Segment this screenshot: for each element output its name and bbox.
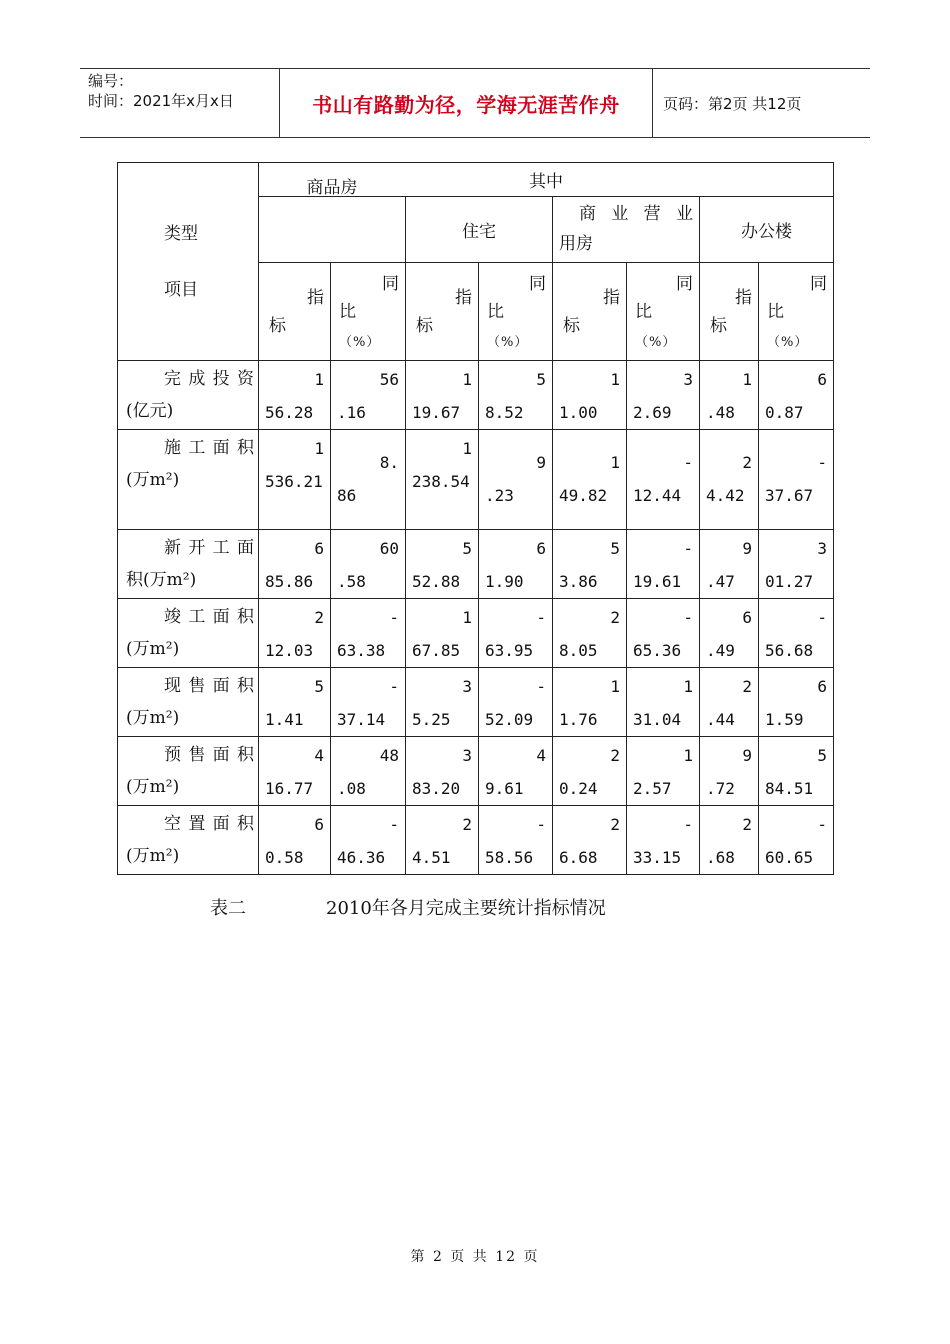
- metric-label-a: 施工面积: [164, 438, 254, 458]
- cell-part-a: 1: [462, 608, 472, 627]
- cell-part-a: 1: [610, 453, 620, 472]
- commodity-label: 商品房: [306, 178, 358, 198]
- cell-part-b: 2.57: [633, 779, 672, 798]
- cell-part-a: -: [536, 815, 546, 834]
- cell-part-b: 2.69: [633, 403, 672, 422]
- item-label: 项目: [164, 280, 198, 300]
- cell-part-b: 83.20: [412, 779, 461, 798]
- data-cell: [331, 361, 406, 430]
- data-cell: [259, 599, 331, 668]
- metric-label-b: (万m²): [126, 777, 180, 797]
- yoy-label-b: 比: [635, 302, 652, 322]
- data-cell: [759, 599, 834, 668]
- cell-part-a: 4: [536, 746, 546, 765]
- cell-part-b: 63.95: [485, 641, 534, 660]
- data-cell: [700, 430, 759, 530]
- cell-part-b: 5.25: [412, 710, 451, 729]
- metric-label: [118, 599, 259, 668]
- cell-part-a: 2: [462, 815, 472, 834]
- cell-part-b: 58.56: [485, 848, 534, 867]
- table-row: [118, 430, 834, 530]
- cell-part-a: 9: [742, 746, 752, 765]
- data-cell: [331, 599, 406, 668]
- data-cell: [259, 530, 331, 599]
- cell-part-a: 1: [462, 370, 472, 389]
- metric-label: [118, 430, 259, 530]
- metric-label: [118, 806, 259, 875]
- data-cell: [627, 430, 700, 530]
- cell-part-b: 1.00: [559, 403, 598, 422]
- type-label: 类型: [164, 224, 198, 244]
- data-cell: [700, 737, 759, 806]
- cell-part-b: 238.54: [412, 472, 470, 491]
- cell-part-b: 37.14: [337, 710, 386, 729]
- table-row: [118, 668, 834, 737]
- data-cell: [759, 668, 834, 737]
- cell-part-a: 1: [462, 439, 472, 458]
- yoy-label-c: （%）: [767, 335, 809, 350]
- cell-part-b: 19.61: [633, 572, 682, 591]
- cell-part-a: 1: [683, 746, 693, 765]
- data-cell: [406, 599, 479, 668]
- cell-part-b: 9.61: [485, 779, 524, 798]
- office-header: 办公楼: [700, 197, 834, 263]
- table-row: [118, 599, 834, 668]
- metric-label: [118, 530, 259, 599]
- cell-part-b: 4.51: [412, 848, 451, 867]
- data-cell: [259, 668, 331, 737]
- cell-part-a: 4: [314, 746, 324, 765]
- metric-label-b: (万m²): [126, 846, 180, 866]
- data-cell: [406, 530, 479, 599]
- cell-part-a: 1: [742, 370, 752, 389]
- cell-part-b: 01.27: [765, 572, 814, 591]
- cell-part-b: 49.82: [559, 486, 608, 505]
- metric-label: [118, 668, 259, 737]
- cell-part-a: 6: [742, 608, 752, 627]
- cell-part-b: 1.76: [559, 710, 598, 729]
- data-cell: [700, 361, 759, 430]
- metric-label-a: 预售面积: [164, 745, 254, 765]
- cell-part-b: .16: [337, 403, 366, 422]
- header-meta: [80, 69, 280, 137]
- cell-part-a: 1: [610, 677, 620, 696]
- cell-part-b: 86: [337, 486, 357, 505]
- metric-label-b: (万m²): [126, 639, 180, 659]
- data-cell: [479, 430, 553, 530]
- data-cell: [759, 530, 834, 599]
- data-cell: [759, 361, 834, 430]
- data-cell: [259, 361, 331, 430]
- cell-part-a: 5: [610, 539, 620, 558]
- cell-part-b: 37.67: [765, 486, 814, 505]
- cell-part-a: 3: [462, 746, 472, 765]
- cell-part-a: 6: [536, 539, 546, 558]
- yoy-label-c: （%）: [339, 335, 381, 350]
- data-cell: [627, 668, 700, 737]
- cell-part-b: 33.15: [633, 848, 682, 867]
- cell-part-a: 1: [314, 439, 324, 458]
- metric-label-a: 完成投资: [164, 369, 254, 389]
- index-label-a: 指: [307, 288, 324, 308]
- caption-label: 表二: [210, 898, 246, 919]
- yoy-label-a: 同: [382, 274, 399, 294]
- cell-part-a: -: [536, 608, 546, 627]
- metric-label-a: 新开工面: [164, 538, 254, 558]
- yoy-label-c: （%）: [487, 335, 529, 350]
- table-row: [118, 806, 834, 875]
- cell-part-a: 6: [817, 677, 827, 696]
- yoy-label-b: 比: [767, 302, 784, 322]
- cell-part-b: 85.86: [265, 572, 314, 591]
- index-label-b: 标: [710, 316, 727, 336]
- table-row: [118, 361, 834, 430]
- index-label-b: 标: [416, 316, 433, 336]
- commodity-header: [259, 178, 406, 263]
- cell-part-b: 63.38: [337, 641, 386, 660]
- index-subheader: [700, 263, 759, 361]
- data-cell: [627, 737, 700, 806]
- cell-part-a: 3: [462, 677, 472, 696]
- cell-part-a: 8.: [379, 453, 399, 472]
- cell-part-a: -: [817, 453, 827, 472]
- data-cell: [331, 530, 406, 599]
- cell-part-a: 2: [314, 608, 324, 627]
- data-cell: [479, 806, 553, 875]
- data-cell: [331, 668, 406, 737]
- data-cell: [553, 530, 627, 599]
- data-cell: [627, 530, 700, 599]
- index-label-a: 指: [455, 288, 472, 308]
- cell-part-b: 3.86: [559, 572, 598, 591]
- yoy-label-b: 比: [339, 302, 356, 322]
- cell-part-a: 6: [314, 815, 324, 834]
- data-cell: [479, 361, 553, 430]
- data-cell: [406, 430, 479, 530]
- cell-part-b: 1.90: [485, 572, 524, 591]
- cell-part-b: 8.52: [485, 403, 524, 422]
- data-cell: [759, 430, 834, 530]
- index-label-b: 标: [269, 316, 286, 336]
- cell-part-a: 1: [314, 370, 324, 389]
- cell-part-b: 56.28: [265, 403, 314, 422]
- data-cell: [627, 361, 700, 430]
- index-label-b: 标: [563, 316, 580, 336]
- cell-part-a: -: [389, 815, 399, 834]
- cell-part-b: 52.09: [485, 710, 534, 729]
- cell-part-a: -: [817, 608, 827, 627]
- data-cell: [553, 806, 627, 875]
- cell-part-a: -: [683, 453, 693, 472]
- cell-part-a: 6: [314, 539, 324, 558]
- cell-part-a: 2: [610, 815, 620, 834]
- cell-part-b: 0.58: [265, 848, 304, 867]
- residential-header: 住宅: [406, 197, 553, 263]
- yoy-subheader: [627, 263, 700, 361]
- data-cell: [700, 599, 759, 668]
- cell-part-a: 60: [379, 539, 399, 558]
- cell-part-a: 56: [379, 370, 399, 389]
- cell-part-a: 1: [610, 370, 620, 389]
- cell-part-b: 8.05: [559, 641, 598, 660]
- cell-part-b: .49: [706, 641, 735, 660]
- page-footer: 第 2 页 共 12 页: [410, 1249, 540, 1265]
- data-cell: [759, 806, 834, 875]
- commercial-label-a: 商 业 营 业: [579, 204, 693, 224]
- cell-part-a: 2: [610, 746, 620, 765]
- page-header: [80, 68, 870, 138]
- data-cell: [479, 737, 553, 806]
- cell-part-b: 6.68: [559, 848, 598, 867]
- index-subheader: [259, 263, 331, 361]
- table-row: [118, 530, 834, 599]
- cell-part-a: 5: [536, 370, 546, 389]
- yoy-label-a: 同: [810, 274, 827, 294]
- index-subheader: [406, 263, 479, 361]
- cell-part-a: 48: [379, 746, 399, 765]
- cell-part-a: 6: [817, 370, 827, 389]
- cell-part-b: 12.03: [265, 641, 314, 660]
- data-cell: [331, 806, 406, 875]
- qizhong-header: 其中: [259, 163, 834, 197]
- data-cell: [553, 599, 627, 668]
- cell-part-b: 16.77: [265, 779, 314, 798]
- cell-part-b: .47: [706, 572, 735, 591]
- cell-part-b: 31.04: [633, 710, 682, 729]
- yoy-label-a: 同: [529, 274, 546, 294]
- data-cell: [700, 530, 759, 599]
- data-cell: [759, 737, 834, 806]
- metric-label: [118, 361, 259, 430]
- cell-part-b: 67.85: [412, 641, 461, 660]
- cell-part-b: 65.36: [633, 641, 682, 660]
- data-cell: [406, 737, 479, 806]
- cell-part-a: 2: [742, 453, 752, 472]
- time-label: 时间：2021年x月x日: [88, 92, 234, 110]
- cell-part-a: -: [683, 608, 693, 627]
- cell-part-a: 5: [314, 677, 324, 696]
- metric-label-b: 积(万m²): [126, 570, 197, 590]
- metric-label-a: 现售面积: [164, 676, 254, 696]
- cell-part-a: 2: [742, 677, 752, 696]
- cell-part-b: .44: [706, 710, 735, 729]
- commercial-header: [553, 197, 700, 263]
- data-cell: [553, 668, 627, 737]
- header-slogan: 书山有路勤为径，学海无涯苦作舟: [280, 69, 653, 137]
- index-label-a: 指: [735, 288, 752, 308]
- cell-part-b: 0.87: [765, 403, 804, 422]
- cell-part-a: 9: [536, 453, 546, 472]
- data-cell: [259, 430, 331, 530]
- cell-part-a: 5: [462, 539, 472, 558]
- number-label: 编号：: [88, 72, 134, 90]
- data-cell: [553, 361, 627, 430]
- yoy-label-c: （%）: [635, 335, 677, 350]
- cell-part-b: 52.88: [412, 572, 461, 591]
- yoy-label-a: 同: [676, 274, 693, 294]
- header-page-info: 页码：第2页 共12页: [663, 94, 802, 113]
- data-cell: [479, 599, 553, 668]
- cell-part-b: 4.42: [706, 486, 745, 505]
- yoy-subheader: [479, 263, 553, 361]
- cell-part-b: 46.36: [337, 848, 386, 867]
- cell-part-a: 3: [683, 370, 693, 389]
- data-cell: [627, 599, 700, 668]
- data-cell: [259, 806, 331, 875]
- cell-part-a: -: [817, 815, 827, 834]
- cell-part-b: 1.59: [765, 710, 804, 729]
- cell-part-b: 60.65: [765, 848, 814, 867]
- data-cell: [406, 668, 479, 737]
- cell-part-b: 12.44: [633, 486, 682, 505]
- cell-part-b: .48: [706, 403, 735, 422]
- cell-part-a: 2: [610, 608, 620, 627]
- metric-label-b: (万m²): [126, 708, 180, 728]
- cell-part-a: -: [683, 539, 693, 558]
- data-cell: [406, 361, 479, 430]
- cell-part-a: -: [683, 815, 693, 834]
- metric-label-b: (亿元): [126, 401, 174, 421]
- yoy-subheader: [759, 263, 834, 361]
- metric-label-a: 空置面积: [164, 814, 254, 834]
- data-cell: [479, 530, 553, 599]
- data-cell: [553, 737, 627, 806]
- cell-part-b: .08: [337, 779, 366, 798]
- cell-part-a: -: [389, 608, 399, 627]
- yoy-subheader: [331, 263, 406, 361]
- commercial-label-b: 用房: [559, 234, 593, 254]
- cell-part-b: 0.24: [559, 779, 598, 798]
- metric-label-b: (万m²): [126, 470, 180, 490]
- data-cell: [331, 737, 406, 806]
- data-cell: [553, 430, 627, 530]
- cell-part-a: 2: [742, 815, 752, 834]
- cell-part-a: 5: [817, 746, 827, 765]
- data-cell: [331, 430, 406, 530]
- metric-label-a: 竣工面积: [164, 607, 254, 627]
- cell-part-b: .72: [706, 779, 735, 798]
- statistics-table: [117, 162, 834, 875]
- caption-text: 2010年各月完成主要统计指标情况: [326, 898, 606, 919]
- cell-part-a: -: [536, 677, 546, 696]
- data-cell: [627, 806, 700, 875]
- cell-part-b: .23: [485, 486, 514, 505]
- cell-part-a: 1: [683, 677, 693, 696]
- cell-part-b: 56.68: [765, 641, 814, 660]
- cell-part-b: .68: [706, 848, 735, 867]
- cell-part-b: 1.41: [265, 710, 304, 729]
- data-cell: [479, 668, 553, 737]
- metric-label: [118, 737, 259, 806]
- data-cell: [406, 806, 479, 875]
- type-item-header: [118, 163, 259, 361]
- table-row: [118, 737, 834, 806]
- cell-part-a: 9: [742, 539, 752, 558]
- index-subheader: [553, 263, 627, 361]
- data-cell: [259, 737, 331, 806]
- cell-part-a: -: [389, 677, 399, 696]
- cell-part-b: 19.67: [412, 403, 461, 422]
- cell-part-a: 3: [817, 539, 827, 558]
- index-label-a: 指: [603, 288, 620, 308]
- yoy-label-b: 比: [487, 302, 504, 322]
- data-cell: [700, 806, 759, 875]
- cell-part-b: 84.51: [765, 779, 814, 798]
- cell-part-b: .58: [337, 572, 366, 591]
- cell-part-b: 536.21: [265, 472, 323, 491]
- data-cell: [700, 668, 759, 737]
